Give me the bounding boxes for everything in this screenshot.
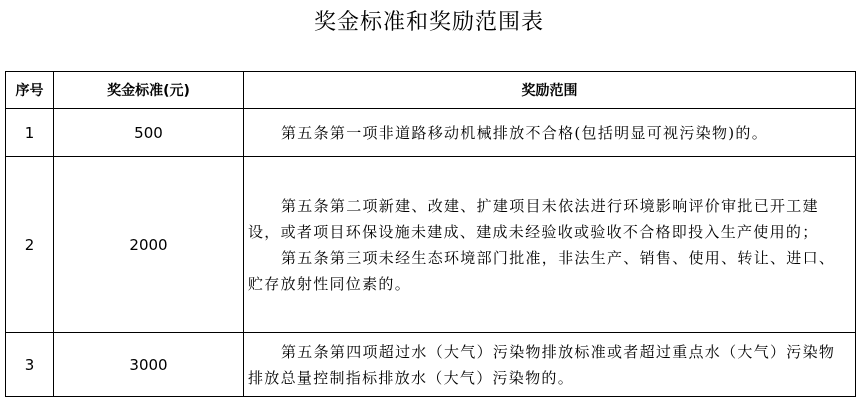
header-number: 序号 [6,72,54,109]
header-amount: 奖金标准(元) [54,72,244,109]
reward-table [5,71,856,397]
table-row [6,157,856,333]
row-amount: 500 [54,109,244,157]
row-scope [244,157,856,333]
row-amount: 3000 [54,333,244,397]
row-number: 3 [6,333,54,397]
row-amount: 2000 [54,157,244,333]
row-number: 2 [6,157,54,333]
header-scope: 奖励范围 [244,72,856,109]
scope-paragraph: 第五条第四项超过水（大气）污染物排放标准或者超过重点水（大气）污染物排放总量控制指标排放水（大气）污染物的。 [248,342,836,387]
scope-paragraph: 第五条第三项未经生态环境部门批准，非法生产、销售、使用、转让、进口、贮存放射性同位素的。 [248,248,836,293]
page-title: 奖金标准和奖励范围表 [313,10,544,35]
row-scope [244,109,856,157]
table-row [6,333,856,397]
row-scope [244,333,856,397]
table-header-row [6,72,856,109]
scope-paragraph: 第五条第二项新建、改建、扩建项目未依法进行环境影响评价审批已开工建设，或者项目环保设施未建成、建成未经验收或验收不合格即投入生产使用的； [248,196,819,241]
table-row [6,109,856,157]
scope-paragraph: 第五条第一项非道路移动机械排放不合格(包括明显可视污染物)的。 [281,123,769,142]
row-number: 1 [6,109,54,157]
